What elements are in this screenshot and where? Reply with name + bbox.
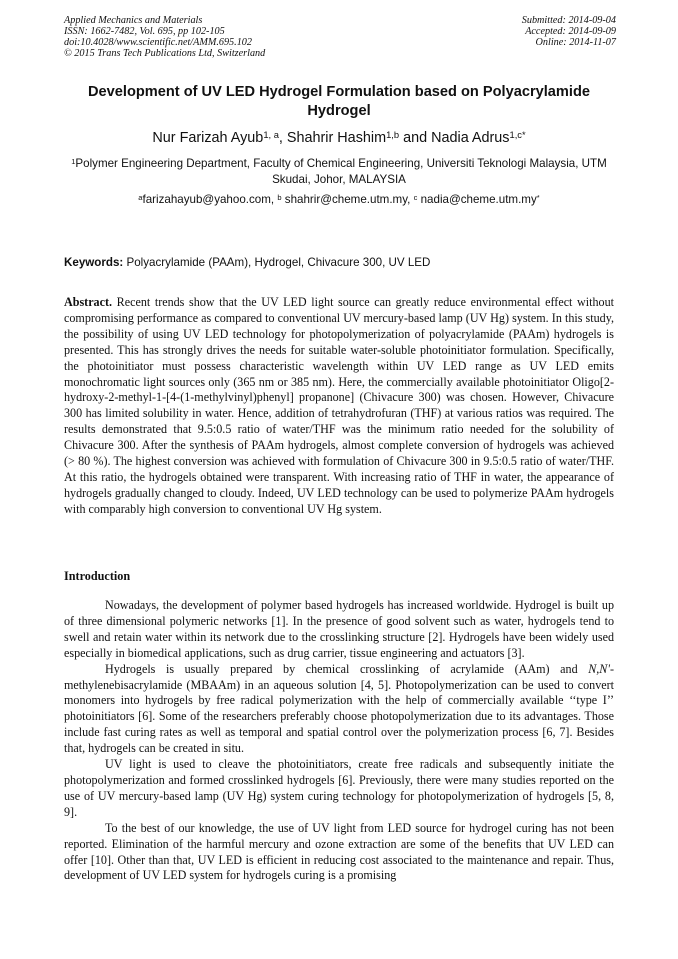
author-name: Nadia Adrus [431, 130, 510, 146]
email-mark: a [138, 192, 143, 202]
paragraph: To the best of our knowledge, the use of UV light from LED source for hydrogel curing has not been reported. Elimination of the harmful mercury and ozone extraction are some of the benefits that UV LED can offer [10]. Other than that, UV LED is efficient in reducing cost associated to the maintenance and repair. Thus, development of UV LED system for hydrogels curing is a promising [64, 820, 614, 883]
author-list [62, 129, 616, 147]
affiliation-text: Polymer Engineering Department, Faculty of Chemical Engineering, Universiti Teknologi Malaysia, UTM Skudai, Johor, MALAYSIA [75, 157, 607, 186]
author-name: Shahrir Hashim [286, 130, 387, 146]
email-link[interactable]: farizahayub@yahoo.com [142, 193, 271, 206]
paragraph: Nowadays, the development of polymer based hydrogels has increased worldwide. Hydrogel is built up of three dimensional polymeric networks [1]. In the presence of good solvent such as water, hydrogels tend to swell and retain water within its network due to the crosslinking structure [2]. Hydrogels have been widely used especially in biomedical applications, such as drug carrier, tissue engineering and actuators [3]. [64, 598, 614, 660]
abstract [64, 295, 614, 518]
paragraph [64, 662, 614, 757]
section-heading-introduction: Introduction [64, 569, 131, 583]
paragraph-italic: N,N' [588, 661, 610, 676]
author-affil-mark: 1,c* [509, 129, 526, 140]
abstract-text: Recent trends show that the UV LED light source can greatly reduce environmental effect without compromising performance as compared to conventional UV mercury-based lamp (UV Hg) system. In this study, the possibility of using UV LED technology for photopolymerization of polyacrylamide (PAAm) hydrogels is presented. This has strongly drives the needs for suitable water-soluble photoinitiator formulation. Specifically, the photoinitiator must possess characteristic wavelength within UV LED range as UV LED emits monochromatic light sources only (365 nm or 385 nm). Here, the commercially available photoinitiator Oligo[2-hydroxy-2-methyl-1-[4-(1-methylvinyl)phenyl] propanone] (Chivacure 300) was chosen. However, Chivacure 300 has limited solubility in water. Hence, addition of tetrahydrofuran (THF) at various ratios was required. The results demonstrated that 9.5:0.5 ratio of water/THF was the minimum ratio needed for the solubility of Chivacure 300. After the synthesis of PAAm hydrogels, almost complete conversion of hydrogels was achieved (> 80 %). The highest conversion was achieved with formulation of Chivacure 300 in 9.5:0.5 ratio of water/THF. At this ratio, the hydrogels obtained were transparent. With increasing ratio of THF in water, the appearance of hydrogels gradually changed to cloudy. Indeed, UV LED technology can be used to polymerize PAAm hydrogels with comparably high conversion to conventional UV Hg system. [64, 295, 614, 516]
author-name: Nur Farizah Ayub [152, 130, 264, 146]
abstract-label: Abstract. [64, 295, 113, 309]
affiliation-mark: 1 [71, 156, 76, 166]
journal-issn: ISSN: 1662-7482, Vol. 695, pp 102-105 [64, 26, 225, 37]
author-separator: and [399, 130, 432, 146]
keywords [64, 255, 616, 271]
email-separator: , [270, 193, 278, 206]
journal-copyright: © 2015 Trans Tech Publications Ltd, Switzerland [64, 48, 266, 59]
author-separator: , [278, 130, 287, 146]
affiliation [62, 156, 616, 188]
paragraph-text: Hydrogels is usually prepared by chemical crosslinking of acrylamide (AAm) and [105, 661, 589, 676]
email-link[interactable]: nadia@cheme.utm.my [417, 193, 537, 206]
introduction-body [64, 598, 614, 884]
accepted-date: Accepted: 2014-09-09 [525, 26, 616, 37]
author-affil-mark: 1, a [263, 129, 279, 140]
paragraph-text: -methylenebisacrylamide (MBAAm) in an aqueous solution [4, 5]. Photopolymerization can be used to convert monomers into hydrogels by free radical polymerization with the help of commercially available ‘‘type I’’ photoinitiators [6]. Some of the researchers preferably choose photopolymerization due to its advantages. Those include fast curing rates as well as temporal and spatial control over the polymerization process [6, 7]. Besides that, hydrogels can be created in situ. [64, 661, 614, 756]
submitted-date: Submitted: 2014-09-04 [521, 15, 616, 26]
email-mark: c [413, 192, 418, 202]
keywords-text: Polyacrylamide (PAAm), Hydrogel, Chivacure 300, UV LED [123, 256, 431, 269]
publication-dates [522, 15, 616, 48]
paragraph: UV light is used to cleave the photoinitiators, create free radicals and subsequently initiate the photopolymerization and formed crosslinked hydrogels [6]. Previously, there were many studies reported on the use of UV mercury-based lamp (UV Hg) system curing technology for photopolymerization of hydrogels [5, 8, 9]. [64, 757, 614, 819]
corresponding-mark: * [536, 192, 540, 202]
author-emails [62, 192, 616, 208]
paper-title: Development of UV LED Hydrogel Formulation based on Polyacrylamide Hydrogel [88, 84, 590, 119]
journal-header [64, 15, 265, 59]
email-link[interactable]: shahrir@cheme.utm.my [281, 193, 408, 206]
journal-doi: doi:10.4028/www.scientific.net/AMM.695.102 [64, 37, 252, 48]
online-date: Online: 2014-11-07 [535, 37, 616, 48]
email-mark: b [277, 192, 282, 202]
keywords-label: Keywords: [64, 256, 124, 269]
email-separator: , [407, 193, 414, 206]
journal-name: Applied Mechanics and Materials [64, 15, 203, 26]
author-affil-mark: 1,b [386, 129, 400, 140]
